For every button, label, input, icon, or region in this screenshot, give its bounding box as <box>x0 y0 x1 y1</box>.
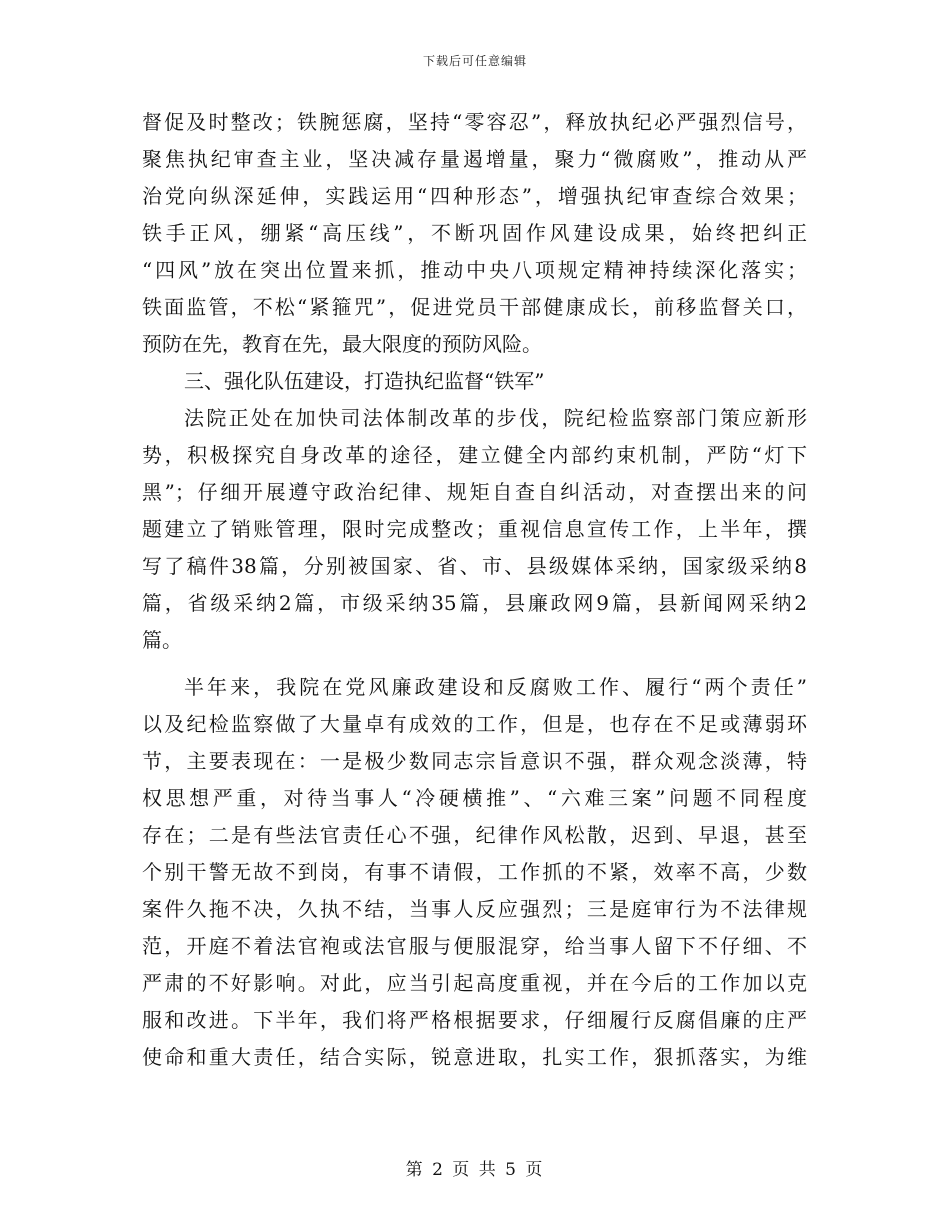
text-line: 以及纪检监察做了大量卓有成效的工作，但是，也存在不足或薄弱环 <box>142 712 807 736</box>
text-line: 治党向纵深延伸，实践运用“四种形态”，增强执纪审查综合效果； <box>142 184 807 208</box>
text-line: “四风”放在突出位置来抓，推动中央八项规定精神持续深化落实； <box>142 258 807 282</box>
text-line: 服和改进。下半年，我们将严格根据要求，仔细履行反腐倡廉的庄严 <box>142 1008 807 1032</box>
body-text <box>142 104 807 1076</box>
text-line: 半年来，我院在党风廉政建设和反腐败工作、履行“两个责任” <box>184 675 807 699</box>
section-heading: 三、强化队伍建设，打造执纪监督“铁军” <box>184 369 545 393</box>
text-line: 势，积极探究自身改革的途径，建立健全内部约束机制，严防“灯下 <box>142 443 807 467</box>
text-line: 法院正处在加快司法体制改革的步伐，院纪检监察部门策应新形 <box>184 406 807 430</box>
text-line: 篇。 <box>142 628 182 652</box>
text-line: 聚焦执纪审查主业，坚决减存量遏增量，聚力“微腐败”，推动从严 <box>142 147 807 171</box>
text-line: 权思想严重，对待当事人“冷硬横推”、“六难三案”问题不同程度 <box>142 786 807 810</box>
text-line: 严肃的不好影响。对此，应当引起高度重视，并在今后的工作加以克 <box>142 971 807 995</box>
text-line: 督促及时整改；铁腕惩腐，坚持“零容忍”，释放执纪必严强烈信号， <box>142 110 807 134</box>
text-line: 案件久拖不决，久执不结，当事人反应强烈；三是庭审行为不法律规 <box>142 897 807 921</box>
text-line: 黑”；仔细开展遵守政治纪律、规矩自查自纠活动，对查摆出来的问 <box>142 480 807 504</box>
text-line: 节，主要表现在：一是极少数同志宗旨意识不强，群众观念淡薄，特 <box>142 749 807 773</box>
text-line: 篇，省级采纳2篇，市级采纳35篇，县廉政网9篇，县新闻网采纳2 <box>142 591 807 615</box>
text-line: 写了稿件38篇，分别被国家、省、市、县级媒体采纳，国家级采纳8 <box>142 554 807 578</box>
page-number: 第 2 页 共 5 页 <box>405 1160 545 1180</box>
text-line: 使命和重大责任，结合实际，锐意进取，扎实工作，狠抓落实，为维 <box>142 1045 807 1069</box>
text-line: 范，开庭不着法官袍或法官服与便服混穿，给当事人留下不仔细、不 <box>142 934 807 958</box>
text-line: 个别干警无故不到岗，有事不请假，工作抓的不紧，效率不高，少数 <box>142 860 807 884</box>
text-line: 预防在先，教育在先，最大限度的预防风险。 <box>142 332 542 356</box>
paragraph-gap <box>142 659 807 669</box>
text-line: 存在；二是有些法官责任心不强，纪律作风松散，迟到、早退，甚至 <box>142 823 807 847</box>
text-line: 题建立了销账管理，限时完成整改；重视信息宣传工作，上半年，撰 <box>142 517 807 541</box>
page-header: 下载后可任意编辑 <box>422 54 527 68</box>
text-line: 铁手正风，绷紧“高压线”，不断巩固作风建设成果，始终把纠正 <box>142 221 807 245</box>
text-line: 铁面监管，不松“紧箍咒”，促进党员干部健康成长，前移监督关口， <box>142 295 807 319</box>
